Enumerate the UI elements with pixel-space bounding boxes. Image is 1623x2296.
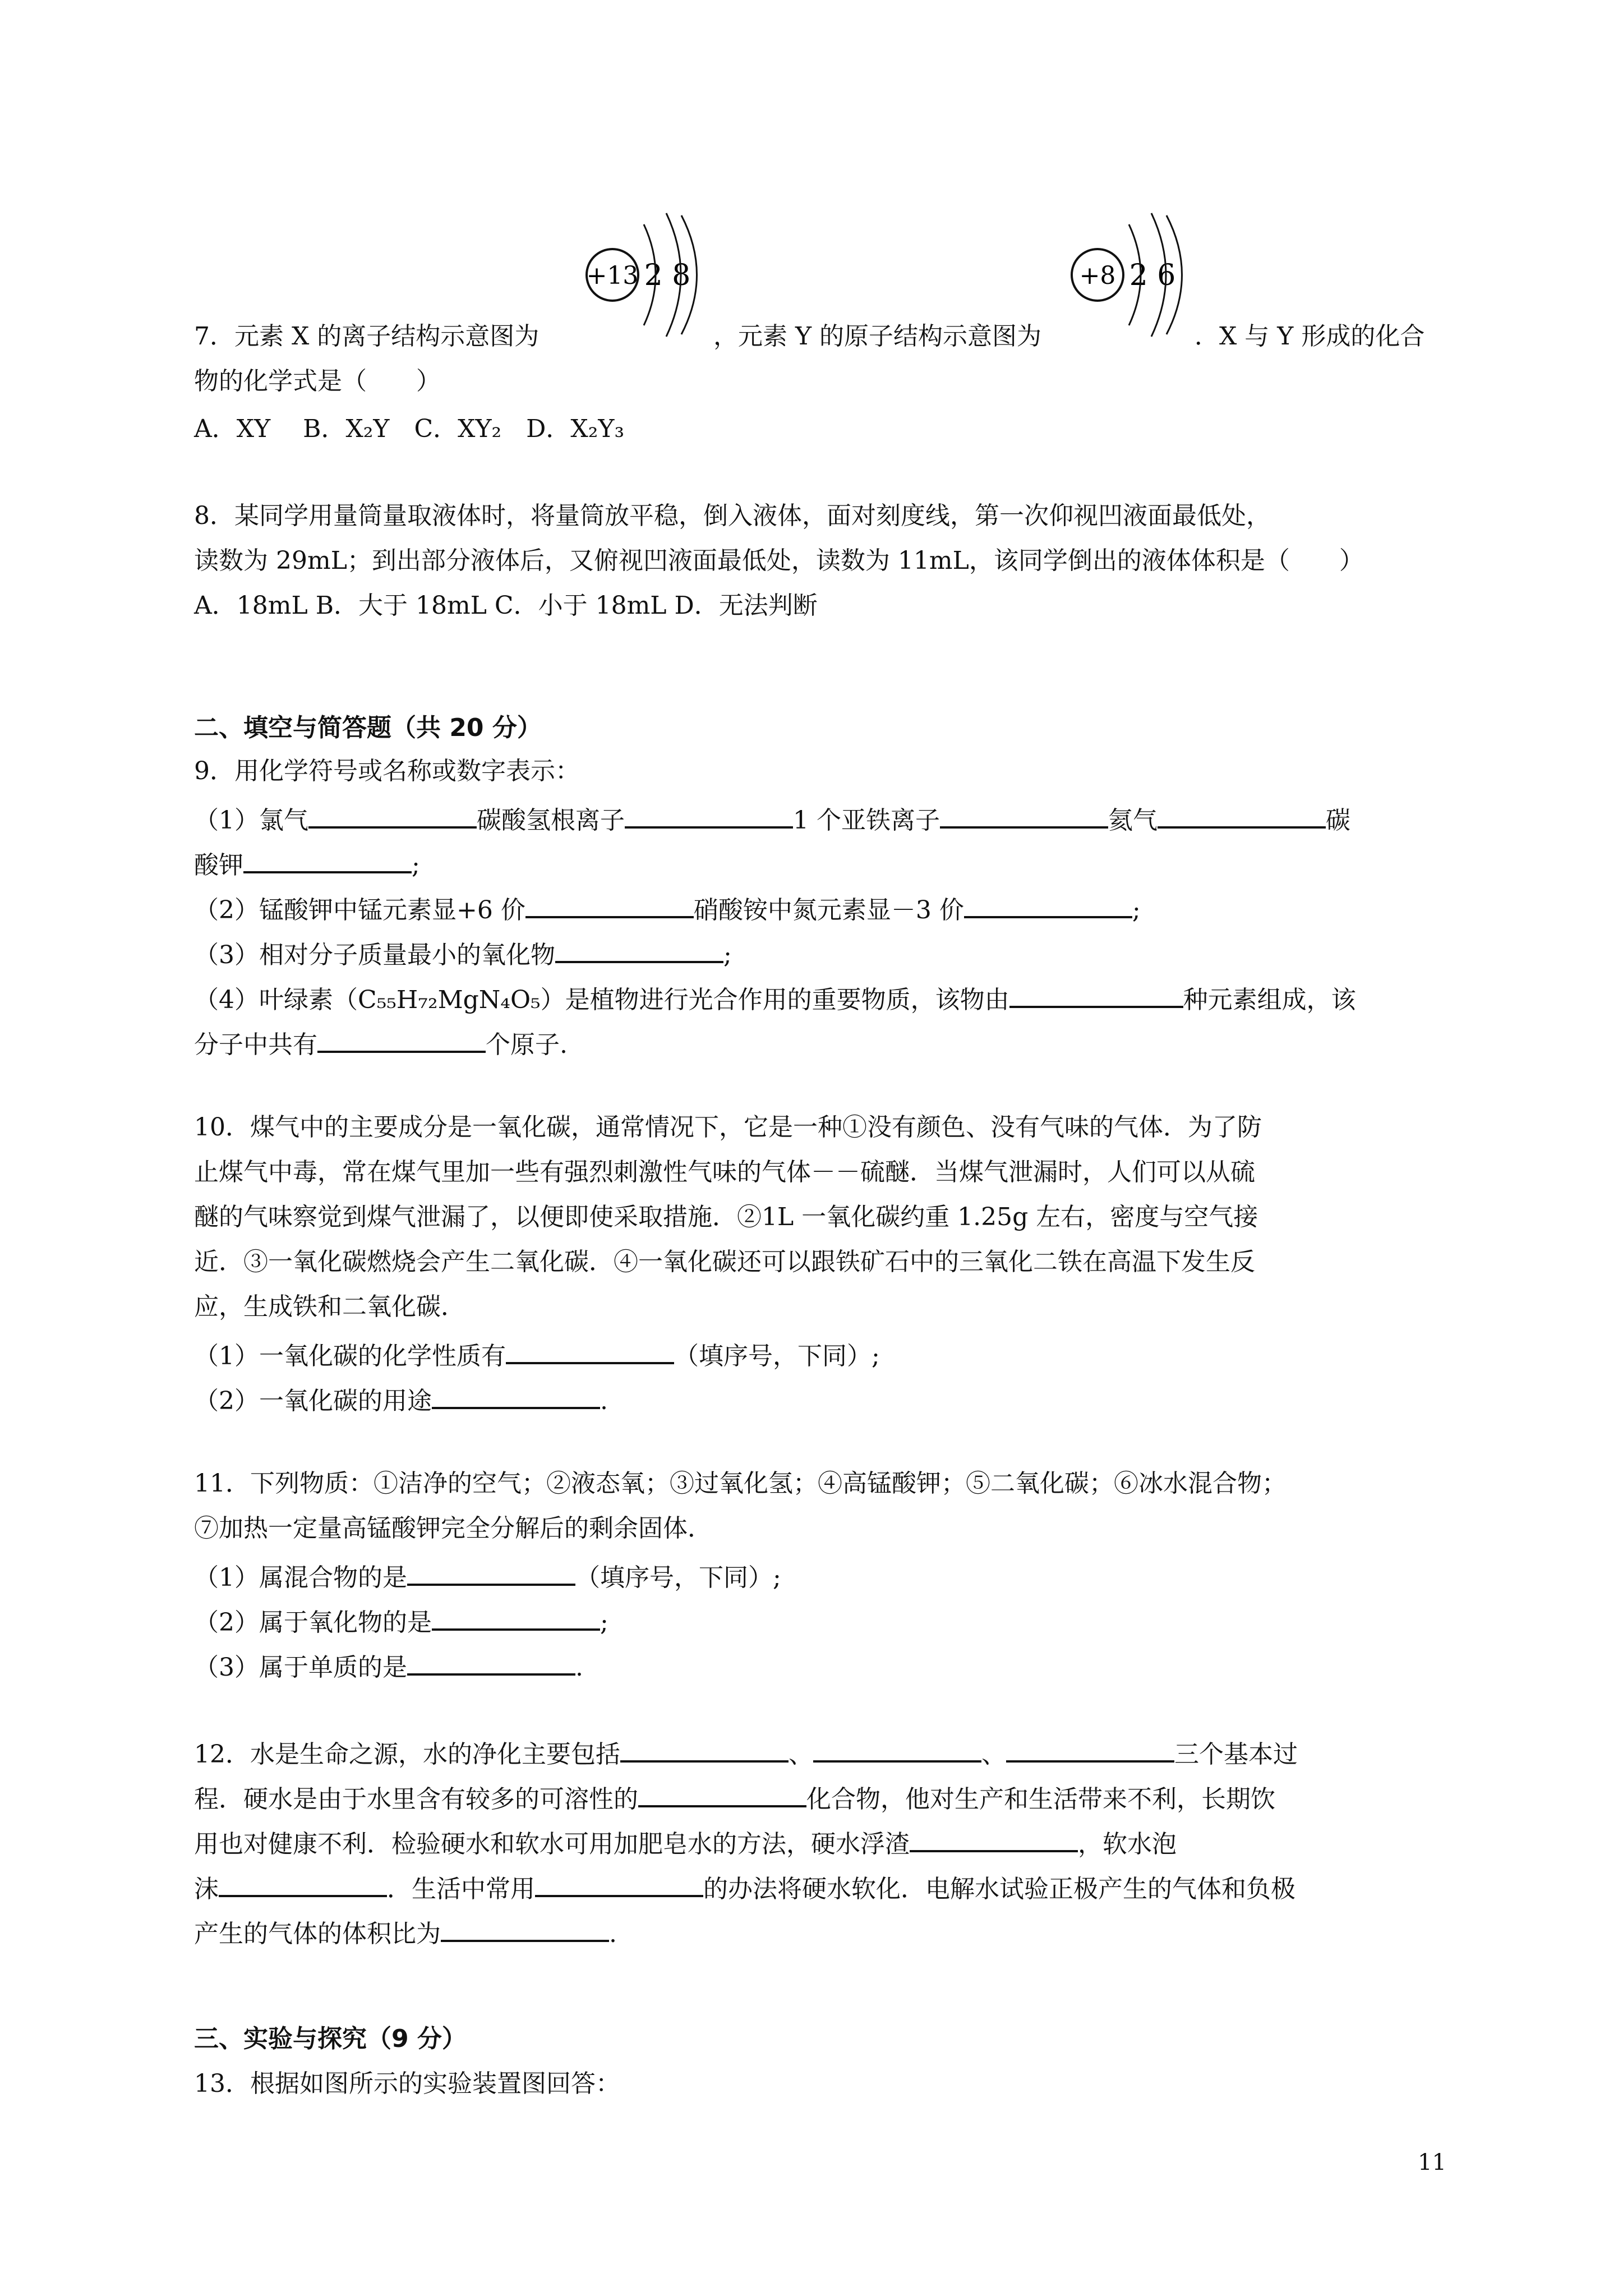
q11-p2-label: （2）属于氧化物的是 bbox=[194, 1608, 432, 1637]
q12-l2-label-a: 程．硬水是由于水里含有较多的可溶性的 bbox=[194, 1785, 638, 1814]
answer-blank[interactable] bbox=[1009, 979, 1183, 1008]
answer-blank[interactable] bbox=[308, 799, 477, 829]
atom-y-diagram bbox=[1068, 202, 1203, 348]
semicolon: ; bbox=[600, 1608, 608, 1637]
answer-blank[interactable] bbox=[407, 1646, 575, 1676]
q12-l3-label-b: ，软水泡 bbox=[1078, 1830, 1177, 1858]
q12-l2-label-b: 化合物，他对生产和生活带来不利，长期饮 bbox=[806, 1785, 1275, 1814]
answer-blank[interactable] bbox=[317, 1024, 486, 1053]
answer-blank[interactable] bbox=[432, 1380, 600, 1409]
q10-line3: 醚的气味察觉到煤气泄漏了，以便即使采取措施．②1L 一氧化碳约重 1.25g 左右，密度与空气接 bbox=[194, 1203, 1258, 1231]
q7-line1-mid bbox=[713, 320, 1041, 353]
period: . bbox=[575, 1653, 583, 1682]
atom-y-nucleus: +8 bbox=[1079, 261, 1116, 290]
q10-part1 bbox=[194, 1335, 880, 1373]
section2-title: 二、填空与简答题（共 20 分） bbox=[194, 714, 542, 742]
q12-line2 bbox=[194, 1778, 1275, 1816]
q11-part2 bbox=[194, 1602, 608, 1640]
q8-options: A．18mL B．大于 18mL C．小于 18mL D．无法判断 bbox=[194, 591, 818, 620]
q9-p2-label-b: 硝酸铵中氮元素显－3 价 bbox=[693, 896, 964, 924]
section3-title: 三、实验与探究（9 分） bbox=[194, 2024, 467, 2053]
q10-part2 bbox=[194, 1380, 608, 1418]
q9-p1-label-a: （1）氯气 bbox=[194, 806, 308, 835]
q9-part3 bbox=[194, 934, 732, 972]
answer-blank[interactable] bbox=[219, 1868, 387, 1897]
q9-part2 bbox=[194, 889, 1141, 927]
answer-blank[interactable] bbox=[813, 1733, 981, 1763]
answer-blank[interactable] bbox=[1006, 1733, 1174, 1763]
q9-part4 bbox=[194, 979, 1356, 1017]
semicolon: ; bbox=[723, 941, 732, 969]
answer-blank[interactable] bbox=[964, 889, 1132, 918]
answer-blank[interactable] bbox=[620, 1733, 789, 1763]
q11-p1-label-a: （1）属混合物的是 bbox=[194, 1563, 407, 1592]
answer-blank[interactable] bbox=[625, 799, 793, 829]
q7-line1-a: 7．元素 X 的离子结构示意图为 bbox=[194, 322, 540, 351]
q9-p4-label-c: 分子中共有 bbox=[194, 1030, 317, 1059]
separator: 、 bbox=[789, 1740, 813, 1769]
answer-blank[interactable] bbox=[638, 1778, 806, 1807]
q9-part4-cont bbox=[194, 1024, 568, 1062]
q11-part3 bbox=[194, 1646, 583, 1685]
q12-l4-label-c: 的办法将硬水软化．电解水试验正极产生的气体和负极 bbox=[703, 1875, 1295, 1903]
answer-blank[interactable] bbox=[910, 1823, 1078, 1852]
q9-part1 bbox=[194, 799, 1350, 838]
q12-l4-label-a: 沫 bbox=[194, 1875, 219, 1903]
q10-line4: 近．③一氧化碳燃烧会产生二氧化碳．④一氧化碳还可以跟铁矿石中的三氧化二铁在高温下发生反 bbox=[194, 1248, 1255, 1276]
answer-blank[interactable] bbox=[407, 1557, 575, 1586]
q10-p1-label-a: （1）一氧化碳的化学性质有 bbox=[194, 1342, 506, 1370]
q12-line3 bbox=[194, 1823, 1177, 1861]
q9-p4-label-b: 种元素组成，该 bbox=[1183, 986, 1356, 1014]
atom-y-shells: 2 6 bbox=[1129, 259, 1176, 292]
q9-p4-label-a: （4）叶绿素（C₅₅H₇₂MgN₄O₅）是植物进行光合作用的重要物质，该物由 bbox=[194, 986, 1009, 1014]
q9-p2-label-a: （2）锰酸钾中锰元素显+6 价 bbox=[194, 896, 525, 924]
q7-line1-end bbox=[1195, 320, 1424, 353]
q12-l3-label-a: 用也对健康不利．检验硬水和软水可用加肥皂水的方法，硬水浮渣 bbox=[194, 1830, 910, 1858]
answer-blank[interactable] bbox=[441, 1913, 609, 1942]
q9-p1-label-c: 1 个亚铁离子 bbox=[793, 806, 940, 835]
q10-p1-label-b: （填序号，下同）; bbox=[674, 1342, 880, 1370]
q8-line1: 8．某同学用量筒量取液体时，将量筒放平稳，倒入液体，面对刻度线，第一次仰视凹液面最低处， bbox=[194, 501, 1271, 530]
q9-p3-label: （3）相对分子质量最小的氧化物 bbox=[194, 941, 555, 969]
q11-part1 bbox=[194, 1557, 781, 1595]
answer-blank[interactable] bbox=[1158, 799, 1326, 829]
q10-line1: 10．煤气中的主要成分是一氧化碳，通常情况下，它是一种①没有颜色、没有气味的气体．为了防 bbox=[194, 1113, 1262, 1142]
q9-stem: 9．用化学符号或名称或数字表示： bbox=[194, 757, 580, 785]
semicolon: ; bbox=[1132, 896, 1141, 924]
q7-line1 bbox=[194, 320, 539, 353]
q12-l4-label-b: ．生活中常用 bbox=[387, 1875, 535, 1903]
answer-blank[interactable] bbox=[535, 1868, 703, 1897]
q9-p1-label-f: 酸钾 bbox=[194, 851, 243, 880]
q7-line1-b: ，元素 Y 的原子结构示意图为 bbox=[713, 322, 1042, 351]
answer-blank[interactable] bbox=[243, 844, 412, 873]
q8-line2: 读数为 29mL；到出部分液体后，又俯视凹液面最低处，读数为 11mL，该同学倒出的液体体积是（ ） bbox=[194, 546, 1364, 575]
q12-line4 bbox=[194, 1868, 1295, 1906]
answer-blank[interactable] bbox=[432, 1602, 600, 1631]
page-number: 11 bbox=[1418, 2150, 1446, 2175]
q9-p1-label-e: 碳 bbox=[1325, 806, 1350, 835]
q12-line5 bbox=[194, 1913, 617, 1951]
period: . bbox=[609, 1920, 617, 1948]
q12-line1 bbox=[194, 1733, 1298, 1772]
atom-x-nucleus: +13 bbox=[586, 261, 639, 290]
q12-l1-label-a: 12．水是生命之源，水的净化主要包括 bbox=[194, 1740, 620, 1769]
q9-p4-label-d: 个原子. bbox=[486, 1030, 568, 1059]
answer-blank[interactable] bbox=[525, 889, 694, 918]
q10-line5: 应，生成铁和二氧化碳． bbox=[194, 1292, 465, 1321]
q10-p2-label: （2）一氧化碳的用途 bbox=[194, 1387, 432, 1415]
q9-p1-label-b: 碳酸氢根离子 bbox=[477, 806, 625, 835]
atom-x-shells: 2 8 bbox=[644, 259, 691, 292]
separator: 、 bbox=[981, 1740, 1006, 1769]
q9-p1-label-d: 氦气 bbox=[1108, 806, 1158, 835]
q7-line1-c: ．X 与 Y 形成的化合 bbox=[1195, 322, 1425, 351]
q12-l5-label-a: 产生的气体的体积比为 bbox=[194, 1920, 441, 1948]
atom-x-diagram bbox=[583, 202, 718, 348]
period: . bbox=[600, 1387, 608, 1415]
q7-line2: 物的化学式是（ ） bbox=[194, 367, 441, 395]
q7-options: A．XY B．X₂Y C．XY₂ D．X₂Y₃ bbox=[194, 415, 625, 443]
q13-stem: 13．根据如图所示的实验装置图回答： bbox=[194, 2069, 620, 2098]
answer-blank[interactable] bbox=[506, 1335, 674, 1364]
q11-line2: ⑦加热一定量高锰酸钾完全分解后的剩余固体． bbox=[194, 1514, 712, 1543]
semicolon: ; bbox=[412, 851, 420, 880]
q11-line1: 11．下列物质：①洁净的空气；②液态氧；③过氧化氢；④高锰酸钾；⑤二氧化碳；⑥冰水混合物； bbox=[194, 1469, 1287, 1498]
q12-l1-label-b: 三个基本过 bbox=[1174, 1740, 1298, 1769]
answer-blank[interactable] bbox=[940, 799, 1108, 829]
q9-part1-cont bbox=[194, 844, 420, 882]
q11-p3-label: （3）属于单质的是 bbox=[194, 1653, 407, 1682]
q11-p1-label-b: （填序号，下同）; bbox=[575, 1563, 781, 1592]
answer-blank[interactable] bbox=[555, 934, 723, 963]
q10-line2: 止煤气中毒，常在煤气里加一些有强烈刺激性气味的气体－－硫醚．当煤气泄漏时，人们可以从硫 bbox=[194, 1158, 1255, 1186]
